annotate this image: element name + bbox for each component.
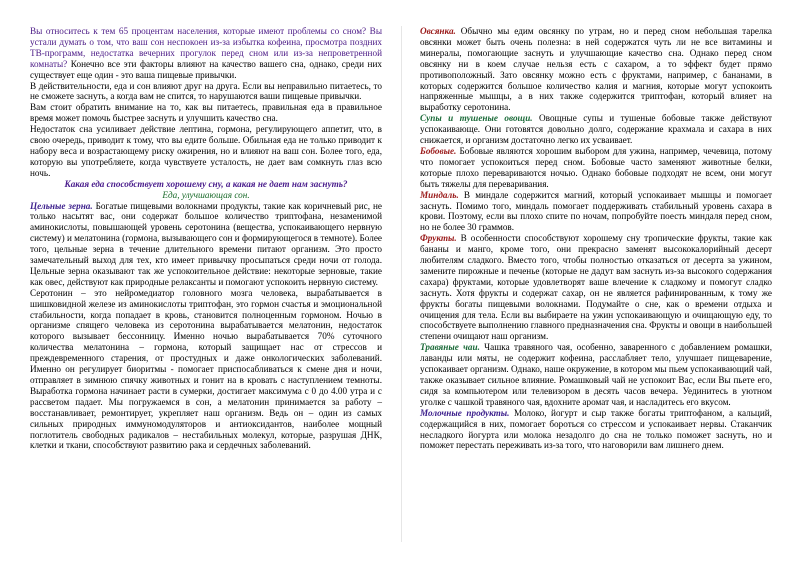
paragraph-almonds	[420, 190, 772, 234]
paragraph-dairy	[420, 408, 772, 452]
keyword-almonds: Миндаль.	[420, 189, 459, 200]
soups-text: Овощные супы и тушеные бобовые также действуют успокаивающе. Они готовятся довольно долго, содержание крахмала и сахара в них снижается, и организм достаточно легко их усваивает.	[420, 113, 772, 146]
keyword-dairy: Молочные продукты.	[420, 407, 510, 418]
column-divider	[401, 26, 402, 542]
paragraph-soups	[420, 113, 772, 146]
beans-text: Бобовые являются хорошим выбором для ужина, например, чечевица, потому что помогает успокоиться перед сном. Бобовые часто заменяют животные белки, которые плохо перевариваются ночью. Однако бобовые подходят не всем, они могут быть тяжелы для переваривания.	[420, 145, 772, 189]
paragraph-fruits	[420, 233, 772, 342]
intro-paragraph	[30, 26, 382, 81]
paragraph-serotonin: Серотонин – это нейромедиатор головного мозга человека, вырабатывается в шишковидной железе из аминокислоты триптофан, это гормон счастья и эмоциональной стабильности, когда попадает в кровь, становится полноценным гормоном. Ночью в организме спящего человека из серотонина вырабатывается мелатонин, недостаток которого вызывает бессонницу. Именно ночью вырабатывается 70% суточного количества мелатонина – гормона, который защищает нас от стрессов и преждевременного старения, от простудных и даже онкологических заболеваний. Именно он регулирует биоритмы - помогает приспосабливаться к смене дня и ночи, отправляет в зимнюю спячку животных и гонит на в кровать с наступлением темноты. Выработка гормона начинает расти в сумерки, достигает максимума с 0 до 4.00 утра и с рассветом падает. Мы погружаемся в сон, а мелатонин принимается за работу – восстанавливает, ремонтирует, укрепляет наш организм. Ведь он – один из самых сильных природных иммуномодуляторов и антиоксидантов, наиболее мощный поглотитель свободных радикалов – нестабильных молекул, которые, разрушая ДНК, клетки и ткани, способствуют развитию рака и сердечных заболеваний.	[30, 287, 382, 451]
dairy-text: Молоко, йогурт и сыр также богаты триптофаном, а кальций, содержащийся в них, помогает бороться со стрессом и успокаивает нервы. Стаканчик несладкого йогурта или молока незадолго до сна не только поможет заснуть, но и поможет перестать переживать из-за того, что наговорили вам лишнего днем.	[420, 407, 772, 451]
keyword-beans: Бобовые.	[420, 145, 457, 156]
right-column	[420, 26, 772, 451]
section-subtitle: Еда, улучшающая сон.	[162, 189, 250, 200]
section-question: Какая еда способствует хорошему сну, а какая не дает нам заснуть?	[64, 178, 348, 189]
paragraph-beans	[420, 146, 772, 190]
oatmeal-text: Обычно мы едим овсянку по утрам, но и перед сном небольшая тарелка овсянки может быть очень полезна: в ней содержатся чуть ли не все витамины и минералы, помогающие заснуть и улучшающие качество сна. Однако перед сном овсянку ни в коем случае нельзя есть с сахаром, а то эффект будет прямо противоположный. Зато овсянку можно есть с фруктами, например, с бананами, в которых содержится большое количество калия и магния, которые могут успокоить напряженные мышцы, а в них также содержится триптофан, который влияет на выработку серотонина.	[420, 26, 772, 113]
paragraph-food-sleep: В действительности, еда и сон влияют друг на друга. Если вы неправильно питаетесь, то не сможете заснуть, а когда вам не спится, то нарушаются ваши пищевые привычки.	[30, 80, 382, 102]
almonds-text: В миндале содержится магний, который успокаивает мышцы и помогает заснуть. Помимо того, миндаль помогает поддерживать стабильный уровень сахара в крови. Поэтому, если вы плохо спите по ночам, попробуйте поесть миндаля перед сном, но не более 30 граммов.	[420, 189, 772, 233]
left-column	[30, 26, 382, 451]
paragraph-oatmeal	[420, 26, 772, 113]
paragraph-leptin: Недостаток сна усиливает действие лептина, гормона, регулирующего аппетит, что, в свою очередь, приводит к тому, что вы едите больше. Обильная еда не только приводит к набору веса и возрастающему риску ожирения, но и влияют на ваш сон. Более того, еда, которую вы употребляете, когда чувствуете усталость, не дает вам сомкнуть глаз всю ночь.	[30, 124, 382, 178]
keyword-herbal-tea: Травяные чаи.	[420, 342, 480, 353]
paragraph-herbal-tea	[420, 342, 772, 407]
intro-continuation: Конечно все эти факторы влияют на качество вашего сна, однако, среди них существует еще один - это ваша пищевые привычки.	[30, 58, 382, 80]
keyword-whole-grains: Цельные зерна.	[30, 200, 93, 211]
keyword-soups: Супы и тушеные овощи.	[420, 113, 533, 124]
whole-grains-text: Богатые пищевыми волокнами продукты, такие как коричневый рис, не только насытят вас, они содержат большое количество триптофана, незаменимой аминокислоты, повышающей уровень серотонина (вещества, успокаивающего нервную систему) и мелатонина (гормона, вызывающего сон и формирующегося в темноте). Более того, цельные зерна в течение длительного времени питают организм. Это просто замечательный выход для тех, кто имеет привычку просыпаться среди ночи от голода. Цельные зерна оказывают так же успокоительное действие: некоторые зерновые, такие как овес, действуют как природные релаксанты и помогают успокоить нервную систему.	[30, 200, 382, 287]
paragraph-eating-habits: Вам стоит обратить внимание на то, как вы питаетесь, правильная еда в правильное время может помочь быстрее заснуть и улучшить качество сна.	[30, 102, 382, 124]
keyword-oatmeal: Овсянка.	[420, 26, 456, 36]
fruits-text: В особенности способствуют хорошему сну тропические фрукты, такие как бананы и манго, кроме того, они прекрасно заменят высококалорийный десерт любителям сладкого. Вместо того, чтобы полностью отказаться от десерта за ужином, замените пирожные и печенье (которые не дадут вам заснуть из-за высокого содержания сахара) фруктами, которые удовлетворят ваше влечение к сладкому и помогут сладко заснуть. Хотя фрукты и содержат сахар, он не является рафинированным, к тому же фрукты богаты пищевыми волокнами. Подумайте о сне, как о времени отдыха и очищения для тела. Если вы выбираете на ужин успокаивающую и очищающую еду, то способствуете выполнению главного предназначения сна. Фрукты и овощи в наибольшей степени очищают наш организм.	[420, 233, 772, 342]
keyword-fruits: Фрукты.	[420, 233, 457, 244]
intro-question: Вы относитесь к тем 65 процентам населения, которые имеют проблемы со сном? Вы устали думать о том, что ваш сон неспокоен из-за избытка кофеина, просмотра поздних ТВ-программ, недостатка вечерних прогулок перед сном или из-за непроветренной комнаты?	[30, 26, 382, 69]
herbal-tea-text: Чашка травяного чая, особенно, заваренного с добавлением ромашки, лаванды или мяты, не содержит кофеина, расслабляет тело, улучшает пищеварение, успокаивает организм. Однако, наше окружение, в котором мы пьем успокаивающий чай, также оказывает сильное влияние. Ромашковый чай не успокоит Вас, если Вы пьете его, сидя за компьютером или телевизором в десять часов вечера. Уединитесь в уютном уголке с чашкой травяного чая, вдохните аромат чая, и насладитесь его вкусом.	[420, 342, 772, 407]
paragraph-whole-grains	[30, 201, 382, 288]
